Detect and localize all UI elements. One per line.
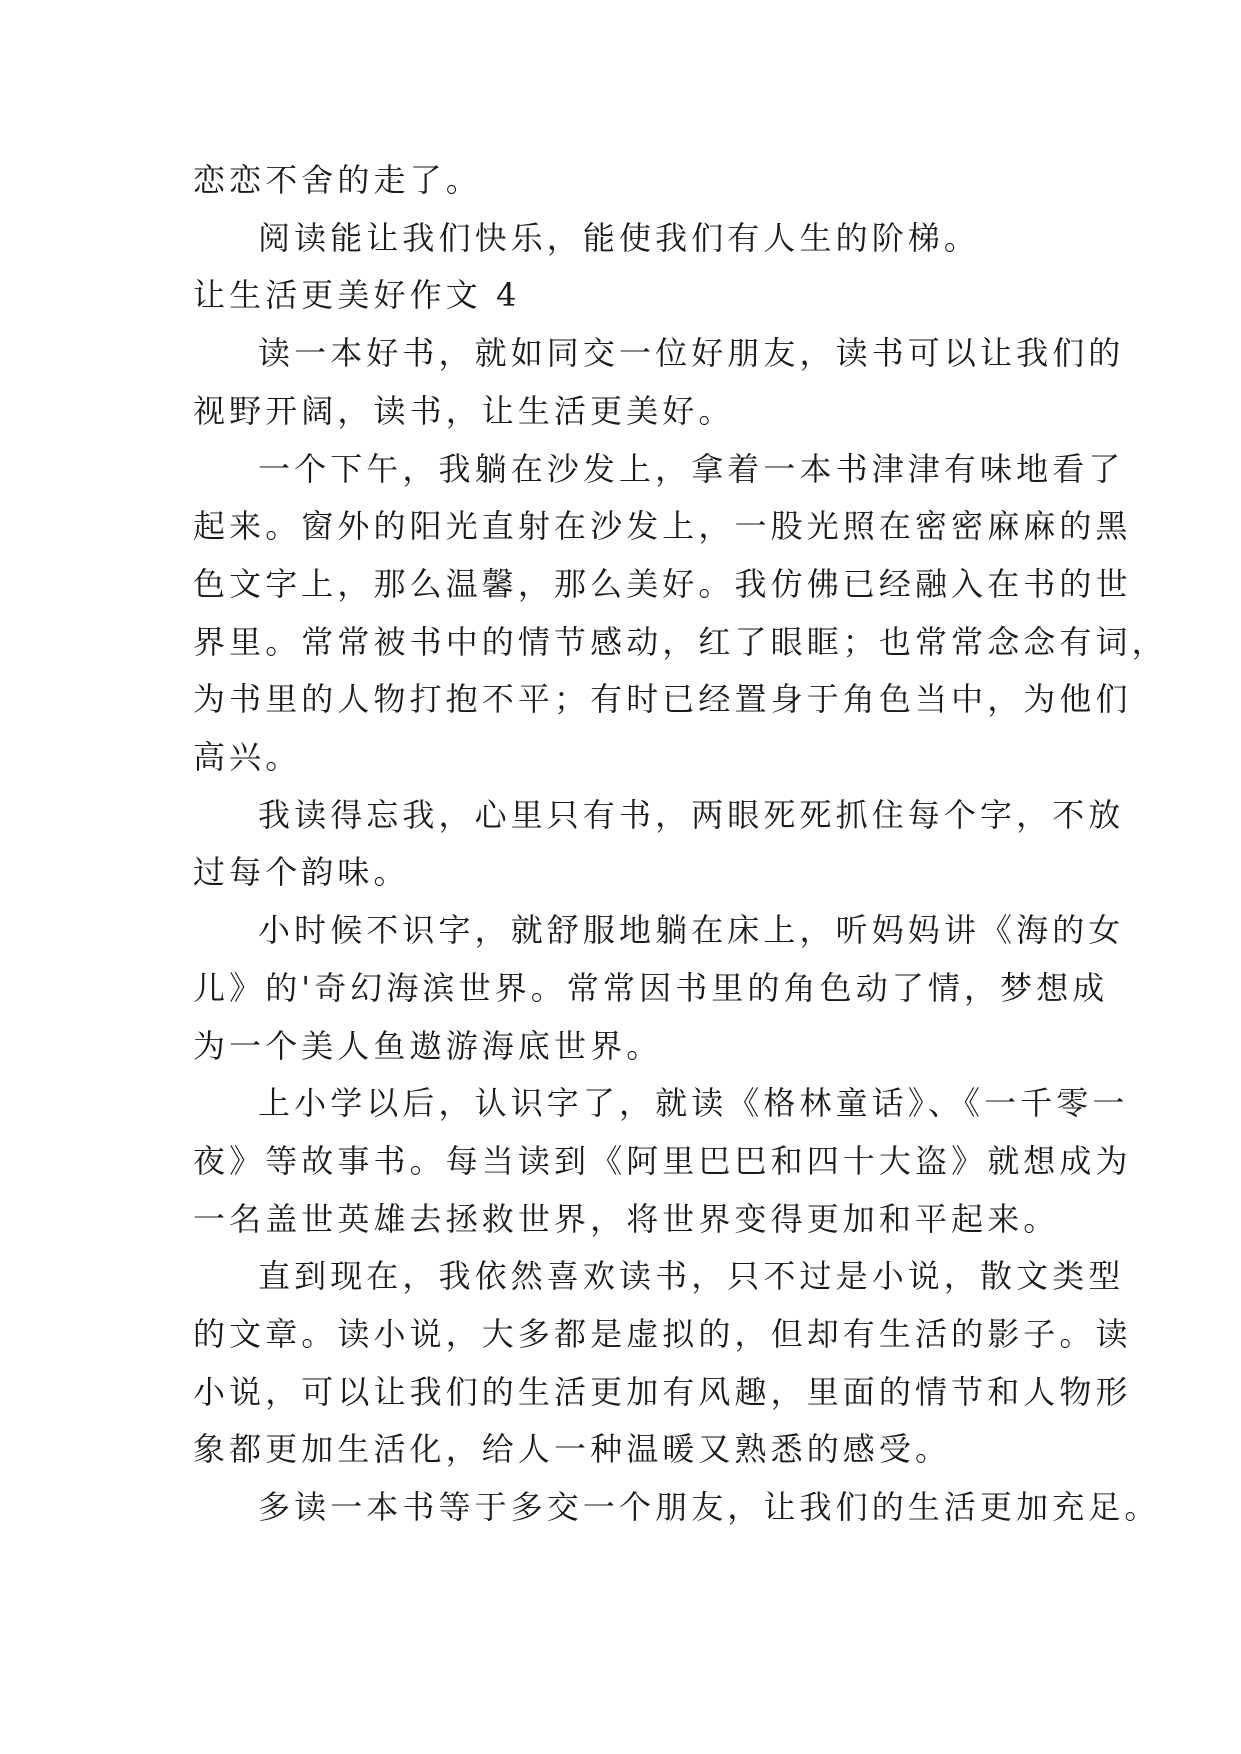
text-line: 象都更加生活化，给人一种温暖又熟悉的感受。	[193, 1430, 952, 1469]
paragraph-line: 读一本好书，就如同交一位好朋友，读书可以让我们的	[258, 334, 1125, 373]
text-line: 界里。常常被书中的情节感动，红了眼眶；也常常念念有词，	[193, 622, 1168, 661]
paragraph-line: 阅读能让我们快乐，能使我们有人生的阶梯。	[258, 218, 981, 257]
document-page	[193, 152, 1168, 1537]
text-line: 视野开阔，读书，让生活更美好。	[193, 391, 735, 430]
text-line: 儿》的'奇幻海滨世界。常常因书里的角色动了情，梦想成	[193, 968, 1109, 1007]
text-line: 起来。窗外的阳光直射在沙发上，一股光照在密密麻麻的黑	[193, 507, 1132, 546]
paragraph-line: 一个下午，我躺在沙发上，拿着一本书津津有味地看了	[258, 449, 1125, 488]
paragraph-line: 上小学以后，认识字了，就读《格林童话》、《一千零一	[258, 1084, 1129, 1123]
text-line: 夜》等故事书。每当读到《阿里巴巴和四十大盗》就想成为	[193, 1141, 1132, 1180]
paragraph-line: 直到现在，我依然喜欢读书，只不过是小说，散文类型	[258, 1257, 1125, 1296]
text-line: 恋恋不舍的走了。	[193, 161, 482, 199]
text-line: 为书里的人物打抱不平；有时已经置身于角色当中，为他们	[193, 680, 1132, 719]
text-line: 过每个韵味。	[193, 853, 410, 892]
text-line: 为一个美人鱼遨游海底世界。	[193, 1026, 663, 1065]
paragraph-line: 多读一本书等于多交一个朋友，让我们的生活更加充足。	[258, 1488, 1161, 1527]
text-line: 的文章。读小说，大多都是虚拟的，但却有生活的影子。读	[193, 1315, 1132, 1354]
text-line: 小说，可以让我们的生活更加有风趣，里面的情节和人物形	[193, 1372, 1132, 1411]
paragraph-line: 我读得忘我，心里只有书，两眼死死抓住每个字，不放	[258, 795, 1125, 834]
section-heading: 让生活更美好作文 4	[193, 276, 521, 315]
text-line: 一名盖世英雄去拯救世界，将世界变得更加和平起来。	[193, 1199, 1060, 1238]
paragraph-line: 小时候不识字，就舒服地躺在床上，听妈妈讲《海的女	[258, 911, 1125, 950]
text-line: 高兴。	[193, 738, 302, 777]
text-line: 色文字上，那么温馨，那么美好。我仿佛已经融入在书的世	[193, 564, 1132, 603]
